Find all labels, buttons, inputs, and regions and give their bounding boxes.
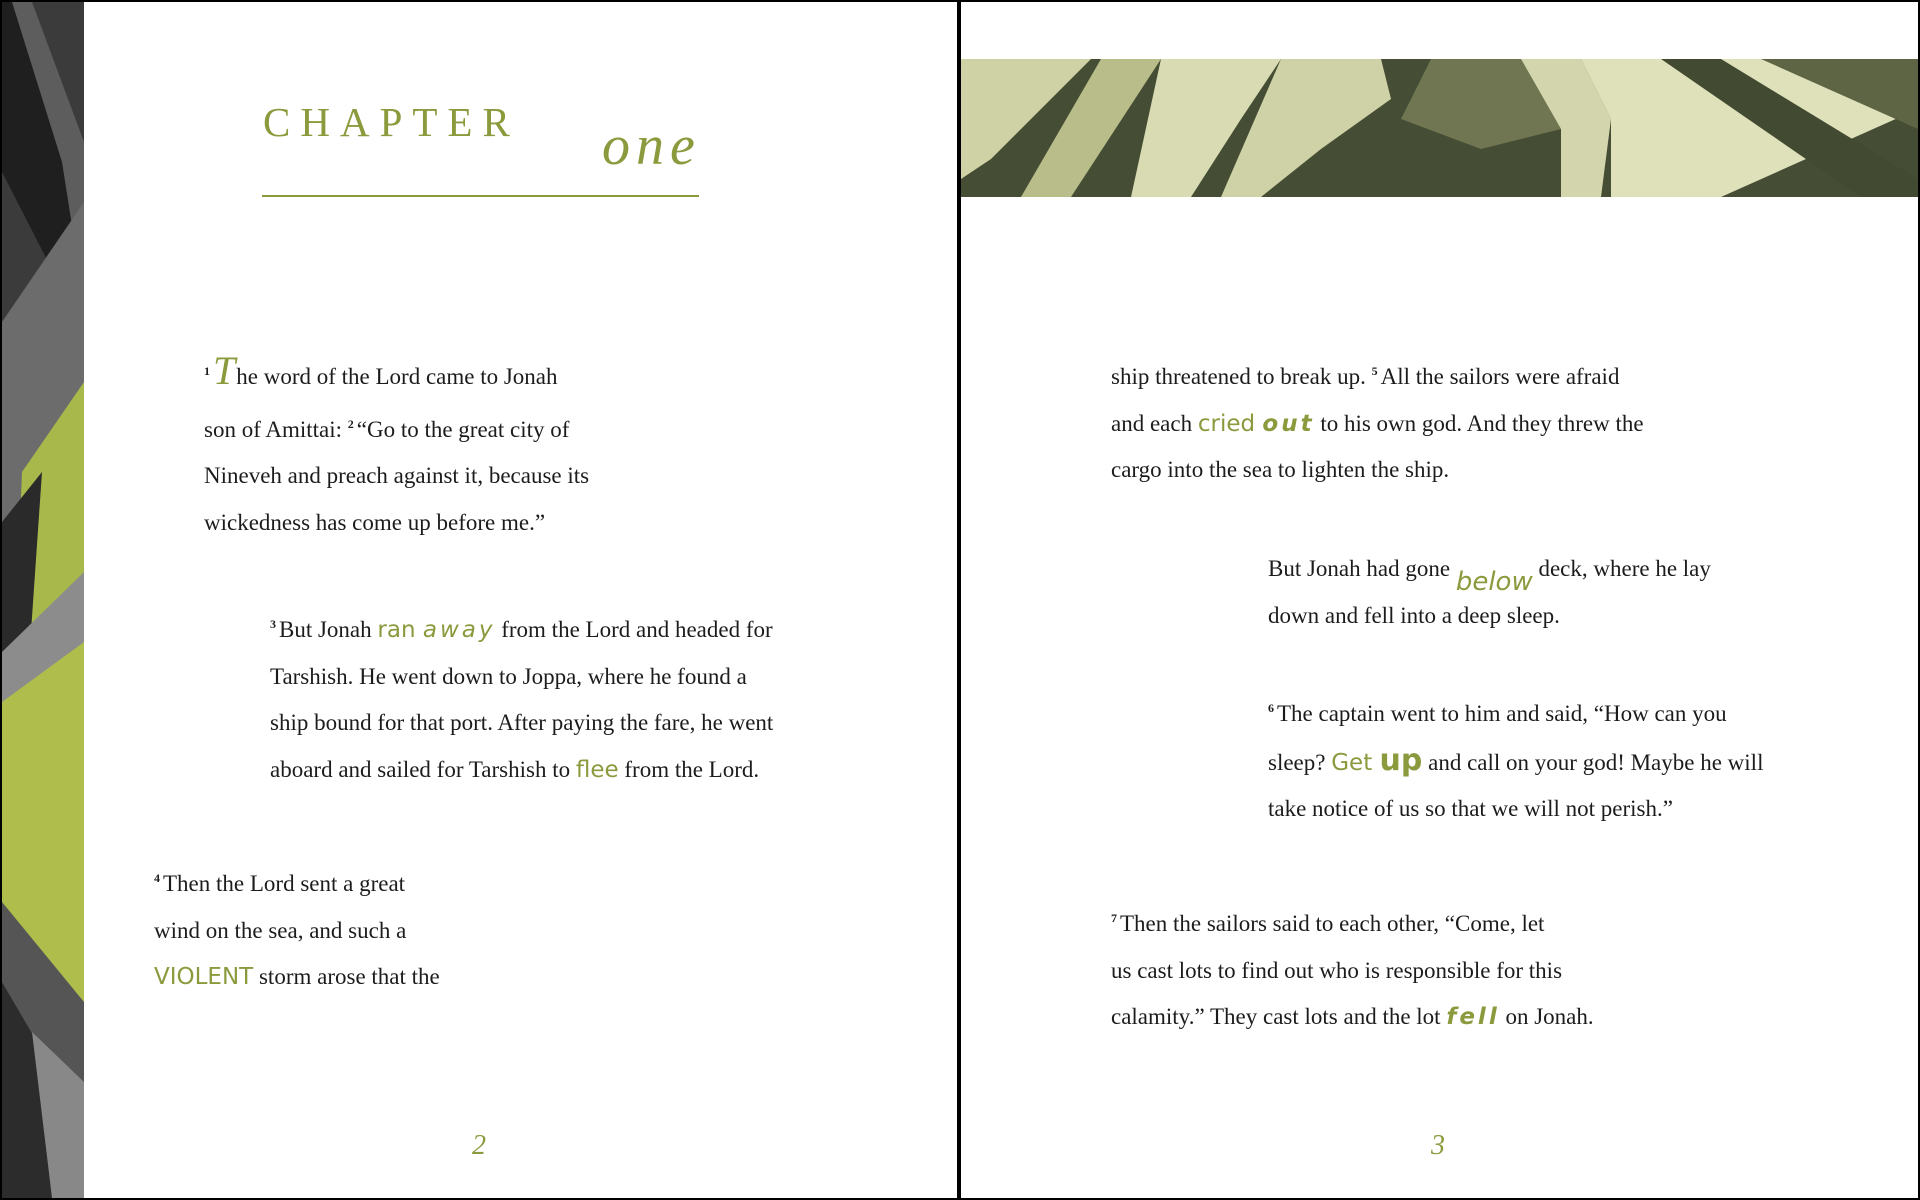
verse-paragraph-3 <box>270 601 773 793</box>
text-line <box>1111 348 1644 401</box>
text-run: on Jonah. <box>1499 1004 1594 1029</box>
text-run: calamity.” They cast lots and the lot <box>1111 1004 1447 1029</box>
text-run: aboard and sailed for Tarshish to <box>270 756 576 782</box>
accent-word: out <box>1262 410 1315 437</box>
text-line: cargo into the sea to lighten the ship. <box>1111 457 1450 482</box>
text-run: and call on your god! Maybe he will <box>1422 749 1764 775</box>
verse-paragraph-1-2 <box>204 348 589 546</box>
text-line: Nineveh and preach against it, because its <box>204 463 590 488</box>
text-line <box>270 601 773 654</box>
text-run: ship threatened to break up. <box>1111 364 1372 389</box>
verse-number: 7 <box>1111 911 1117 925</box>
right-page <box>961 2 1918 1198</box>
verse-number: 2 <box>347 416 354 431</box>
text-line: down and fell into a deep sleep. <box>1268 602 1560 628</box>
text-run: deck, where he lay <box>1532 556 1711 581</box>
text-run: All the sailors were afraid <box>1380 364 1620 389</box>
page-number: 2 <box>472 1130 486 1161</box>
verse-paragraph-7 <box>1111 895 1594 1041</box>
verse-number: 6 <box>1268 701 1274 715</box>
accent-word: fell <box>1446 1004 1500 1030</box>
text-run: Then the Lord sent a great <box>163 871 406 896</box>
accent-word: ran <box>377 617 423 643</box>
text-run: But Jonah <box>279 617 378 642</box>
text-line: us cast lots to find out who is responsible for this <box>1111 957 1563 983</box>
accent-word: below <box>1455 567 1533 597</box>
text-run: sleep? <box>1268 749 1332 775</box>
text-run: storm arose that the <box>253 964 440 989</box>
accent-word: cried <box>1197 410 1263 437</box>
text-run: from the Lord and headed for <box>495 617 773 642</box>
text-line: Tarshish. He went down to Joppa, where he found a <box>270 663 747 689</box>
text-line <box>270 747 773 794</box>
text-line <box>1111 994 1594 1041</box>
chapter-number: one <box>602 115 701 177</box>
verse-number: 4 <box>154 871 160 885</box>
text-run: “Go to the great city of <box>356 416 570 442</box>
page-number: 3 <box>1431 1130 1445 1161</box>
text-line <box>154 954 440 1001</box>
accent-word: flee <box>575 756 619 783</box>
verse-paragraph-5 <box>1111 348 1644 494</box>
verse-number: 3 <box>270 617 276 631</box>
text-run: from the Lord. <box>618 756 760 782</box>
text-line <box>1268 685 1763 738</box>
accent-word: away <box>422 617 496 643</box>
text-line: wind on the sea, and such a <box>154 917 407 943</box>
header-photo-band <box>961 59 1918 197</box>
text-line <box>1268 545 1711 597</box>
text-line <box>1111 895 1594 948</box>
text-run: The captain went to him and said, “How can you <box>1277 701 1727 726</box>
text-run: son of Amittai: <box>204 416 348 442</box>
text-line: ship bound for that port. After paying the fare, he went <box>270 710 774 735</box>
leaf-photo-strip <box>2 2 84 1198</box>
chapter-word: CHAPTER <box>263 99 520 145</box>
text-line <box>204 401 589 454</box>
verse-paragraph-6 <box>1268 685 1763 833</box>
text-line <box>1111 401 1644 448</box>
text-run: Then the sailors said to each other, “Come, let <box>1120 911 1545 936</box>
text-line: wickedness has come up before me.” <box>204 509 546 535</box>
accent-word: Get <box>1331 749 1380 776</box>
text-line <box>154 855 440 908</box>
paragraph-below-deck <box>1268 545 1711 639</box>
drop-cap: T <box>213 348 236 393</box>
verse-number: 5 <box>1371 364 1378 378</box>
verse-number: 1 <box>204 364 210 378</box>
text-run: to his own god. And they threw the <box>1314 410 1644 436</box>
left-page <box>2 2 957 1198</box>
text-run: he word of the Lord came to Jonah <box>236 364 558 389</box>
chapter-rule <box>262 195 699 197</box>
text-run: But Jonah had gone <box>1268 556 1456 581</box>
text-run: and each <box>1111 410 1198 436</box>
accent-word: VIOLENT <box>154 964 254 990</box>
text-line: take notice of us so that we will not perish.” <box>1268 796 1673 821</box>
text-line <box>204 348 589 401</box>
accent-word: up <box>1379 742 1423 778</box>
text-line <box>1268 738 1763 787</box>
verse-paragraph-4 <box>154 855 440 1001</box>
